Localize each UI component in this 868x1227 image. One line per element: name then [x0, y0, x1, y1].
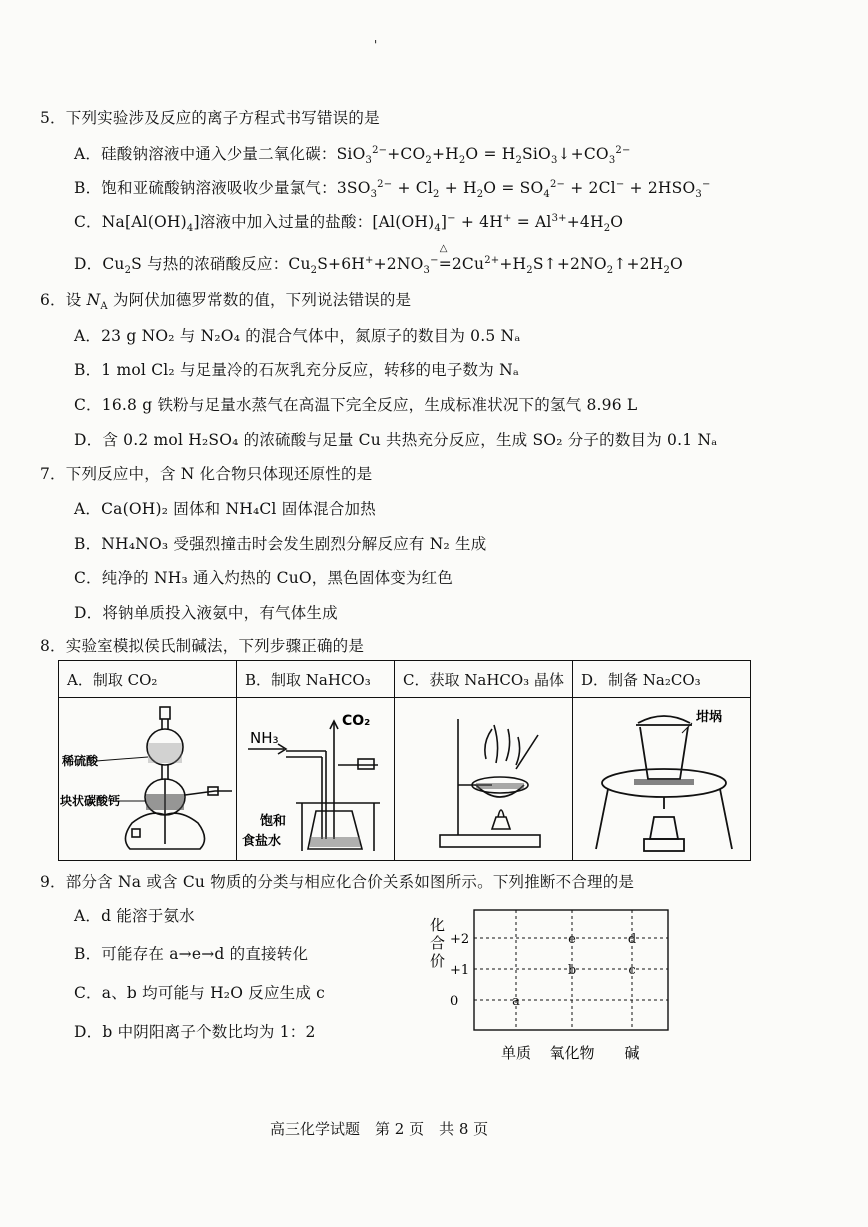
nahco3-apparatus-illustration — [238, 699, 394, 859]
header-mark: ' — [374, 38, 378, 52]
q8-header-a: A．制取 CO₂ — [59, 661, 237, 698]
q9-option-d: D．b 中阴阳离子个数比均为 1：2 — [74, 1023, 316, 1041]
label-nh3: NH₃ — [249, 729, 279, 747]
label-solid: 块状碳酸钙 — [59, 794, 120, 808]
q7-option-c: C．纯净的 NH₃ 通入灼热的 CuO，黑色固体变为红色 — [74, 569, 454, 587]
chart-ylabel-3: 价 — [430, 952, 446, 970]
label-brine-2: 食盐水 — [241, 834, 281, 849]
y-tick-label: 0 — [450, 994, 459, 1009]
x-tick-label: 碱 — [624, 1044, 640, 1062]
point-label-b: b — [567, 963, 577, 978]
q6-option-c: C．16.8 g 铁粉与足量水蒸气在高温下完全反应，生成标准状况下的氢气 8.96 L — [74, 396, 638, 414]
q5-option-a: A．硅酸钠溶液中通入少量二氧化碳：$SiO_3^{2-}+CO_2+H_2O$ = $H_2SiO_3↓+CO_3^{2-}$ — [74, 144, 631, 167]
x-tick-label: 氧化物 — [549, 1044, 595, 1062]
chart-x-ticks — [501, 1044, 640, 1062]
label-acid: 稀硫酸 — [61, 754, 98, 768]
q8-stem: 8．实验室模拟侯氏制碱法，下列步骤正确的是 — [40, 637, 365, 655]
evaporation-apparatus-illustration — [396, 699, 572, 859]
q8-figure-d — [573, 698, 751, 861]
q9-stem: 9．部分含 Na 或含 Cu 物质的分类与相应化合价关系如图所示。下列推断不合理的是 — [40, 873, 635, 891]
q8-figure-b — [237, 698, 395, 861]
q6-option-d: D．含 0.2 mol H₂SO₄ 的浓硫酸与足量 Cu 共热充分反应，生成 SO₂ 分子的数目为 0.1 Nₐ — [74, 431, 718, 449]
q8-header-b: B．制取 NaHCO₃ — [237, 661, 395, 698]
q9-option-b: B．可能存在 a→e→d 的直接转化 — [74, 945, 309, 963]
q6-option-a: A．23 g NO₂ 与 N₂O₄ 的混合气体中，氮原子的数目为 0.5 Nₐ — [74, 327, 521, 345]
q8-header-c: C．获取 NaHCO₃ 晶体 — [395, 661, 573, 698]
q7-stem: 7．下列反应中，含 N 化合物只体现还原性的是 — [40, 465, 373, 483]
label-crucible: 坩埚 — [695, 710, 722, 725]
y-tick-label: +2 — [450, 932, 470, 947]
q6-option-b: B．1 mol Cl₂ 与足量冷的石灰乳充分反应，转移的电子数为 Nₐ — [74, 361, 520, 379]
valence-chart — [420, 908, 680, 1068]
label-brine-1: 饱和 — [259, 814, 286, 829]
point-label-c: c — [628, 963, 636, 978]
page-footer: 高三化学试题 第 2 页 共 8 页 — [270, 1120, 489, 1138]
chart-points — [512, 932, 636, 1009]
q7-option-d: D．将钠单质投入液氨中，有气体生成 — [74, 604, 338, 622]
q8-figure-a — [59, 698, 237, 861]
chart-ylabel-1: 化 — [430, 916, 446, 934]
label-co2: CO₂ — [341, 713, 370, 729]
q8-experiment-table — [58, 660, 751, 861]
q9-option-a: A．d 能溶于氨水 — [74, 907, 195, 925]
chart-y-ticks — [450, 932, 469, 1009]
point-label-a: a — [512, 994, 520, 1009]
x-tick-label: 单质 — [500, 1044, 532, 1062]
q7-option-b: B．NH₄NO₃ 受强烈撞击时会发生剧烈分解反应有 N₂ 生成 — [74, 535, 487, 553]
q6-stem: 6．设 $N_A$ 为阿伏加德罗常数的值，下列说法错误的是 — [40, 291, 412, 313]
q5-option-b: B．饱和亚硫酸钠溶液吸收少量氯气：$3SO_3^{2-} + Cl_2 + H_2O = SO_4^{2-} + 2Cl^- + 2HSO_3^-$ — [74, 178, 711, 201]
y-tick-label: +1 — [450, 963, 470, 978]
q5-option-c: C．$Na[Al(OH)_4]$溶液中加入过量的盐酸：$[Al(OH)_4]^- + 4H^+ = Al^{3+}+4H_2O$ — [74, 212, 624, 235]
chart-ylabel-2: 合 — [430, 934, 446, 952]
q5-option-d: D．$Cu_2S$ 与热的浓硝酸反应：$Cu_2S+6H^++2NO_3^-=$ △ $2Cu^{2+}+H_2S↑+2NO_2↑+2H_2O$ — [74, 243, 683, 277]
kipp-apparatus-illustration — [60, 699, 236, 859]
q8-header-d: D．制备 Na₂CO₃ — [573, 661, 751, 698]
q8-figure-c — [395, 698, 573, 861]
point-label-e: e — [568, 932, 576, 947]
point-label-d: d — [627, 932, 637, 947]
crucible-apparatus-illustration — [574, 699, 750, 859]
q7-option-a: A．Ca(OH)₂ 固体和 NH₄Cl 固体混合加热 — [74, 500, 376, 518]
q5-stem: 5．下列实验涉及反应的离子方程式书写错误的是 — [40, 109, 380, 127]
q9-option-c: C．a、b 均可能与 H₂O 反应生成 c — [74, 984, 326, 1002]
